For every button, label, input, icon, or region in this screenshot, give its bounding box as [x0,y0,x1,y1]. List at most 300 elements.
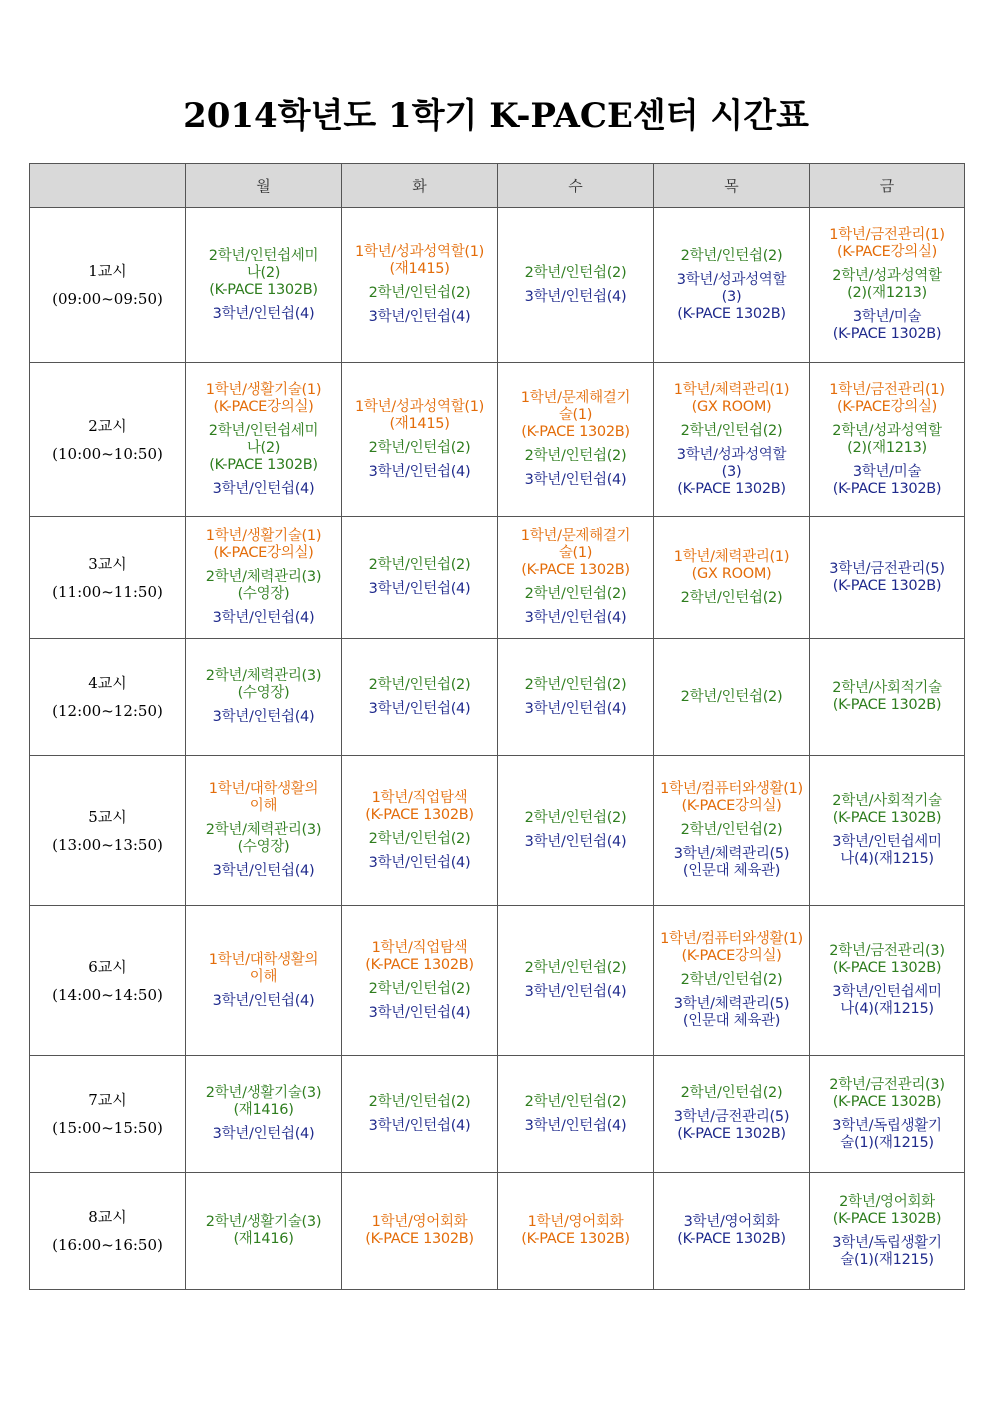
class-entry-line: 2학년/사회적기술 [832,680,942,696]
period-label: 4교시 [88,674,127,692]
class-entry [656,590,807,607]
class-entry-line: 1학년/대학생활의 [208,951,319,968]
class-entry [500,472,651,489]
class-entry-line: (K-PACE강의실) [836,244,938,260]
class-entry [344,701,495,718]
class-entry-line: (K-PACE 1302B) [832,960,942,976]
class-entry-line: (K-PACE 1302B) [521,424,630,440]
class-entry [344,677,495,694]
day-header: 월 [186,164,342,208]
period-time: (12:00~12:50) [52,702,163,720]
class-cell [186,1173,342,1290]
class-entry-line: 1학년/성과성역할(1) [354,398,485,415]
class-entry-line: 나(4)(재1215) [840,1001,934,1017]
class-entry-line: (K-PACE 1302B) [521,562,630,578]
class-entry-line: 나(2) [246,439,281,456]
class-entry [656,549,807,583]
class-entry-line: (K-PACE 1302B) [832,810,942,826]
class-entry-line: (K-PACE 1302B) [677,1126,786,1142]
class-entry [812,1118,962,1152]
class-entry-line: 3학년/인턴쉽(4) [212,305,315,322]
class-entry-line: 3학년/인턴쉽(4) [212,610,315,626]
class-entry [344,309,495,326]
period-cell [30,756,186,906]
class-entry-line: 1학년/컴퓨터와생활(1) [660,931,803,947]
class-entry-line: 2학년/인턴쉽(2) [368,557,471,573]
period-label: 8교시 [88,1208,127,1226]
class-entry-line: (K-PACE 1302B) [677,1231,786,1247]
class-entry-line: 3학년/인턴쉽(4) [212,1126,315,1142]
class-entry-line: 1학년/문제해결기 [520,528,631,544]
class-entry [344,831,495,848]
class-cell [186,756,342,906]
page-title: 2014학년도 1학기 K-PACE센터 시간표 [183,96,809,136]
class-cell [186,1056,342,1173]
class-cell [654,639,810,756]
class-entry [500,960,651,977]
class-entry-line: 술(1)(재1215) [840,1251,934,1268]
period-cell [30,1173,186,1290]
class-entry-line: (K-PACE 1302B) [832,697,942,713]
class-entry [188,952,339,986]
class-entry-line: 3학년/영어회화 [683,1214,780,1230]
class-entry-line: 3학년/미술 [852,309,922,325]
class-cell [342,363,498,517]
period-row [30,363,965,517]
class-entry [812,943,962,977]
class-entry-line: 2학년/인턴쉽(2) [524,448,627,464]
class-entry-line: 3학년/인턴쉽(4) [524,472,627,488]
class-entry-line: 3학년/인턴쉽(4) [524,610,627,626]
class-entry [188,1214,339,1248]
class-entry [812,227,962,261]
class-entry [500,265,651,282]
period-time: (16:00~16:50) [52,1236,163,1254]
class-entry-line: 3학년/인턴쉽세미 [832,984,942,1000]
class-entry [188,781,339,815]
class-entry-line: 3학년/인턴쉽(4) [368,1004,471,1021]
class-entry-line: (K-PACE강의실) [836,398,938,415]
class-entry [344,581,495,598]
period-row [30,517,965,639]
class-entry [344,285,495,302]
class-entry-line: (GX ROOM) [691,565,772,582]
period-time: (09:00~09:50) [52,290,163,308]
class-entry-line: (K-PACE 1302B) [365,1231,474,1247]
period-label: 2교시 [88,416,127,435]
class-entry [812,382,962,416]
class-entry-line: 나(2) [246,264,281,281]
class-entry-line: (K-PACE 1302B) [521,1231,630,1247]
class-entry-line: 술(1)(재1215) [840,1134,934,1151]
class-entry-line: 2학년/체력관리(3) [205,569,322,585]
class-cell [342,756,498,906]
class-entry [812,1077,962,1111]
class-cell [498,517,654,639]
class-entry [656,972,807,989]
class-cell [654,517,810,639]
class-entry-line: (재1416) [233,1102,294,1118]
class-entry [812,464,962,498]
class-entry [188,306,339,323]
period-row [30,756,965,906]
class-entry [656,248,807,265]
period-label: 3교시 [88,554,127,573]
class-entry-line: (K-PACE 1302B) [832,1093,942,1110]
class-cell [342,639,498,756]
period-time: (14:00~14:50) [52,985,163,1004]
class-entry [188,822,339,856]
class-entry [812,680,962,714]
class-entry-line: (3) [721,288,742,305]
class-entry [188,610,339,627]
class-entry-line: 3학년/인턴쉽(4) [524,984,627,1000]
period-time: (13:00~13:50) [52,835,163,854]
class-entry [500,984,651,1001]
class-cell [654,756,810,906]
class-entry [500,390,651,441]
period-cell [30,1056,186,1173]
class-entry-line: (K-PACE 1302B) [365,956,474,973]
class-entry [812,561,962,595]
class-entry-line: 3학년/인턴쉽(4) [524,288,627,305]
header-row [30,164,965,208]
class-entry [812,834,962,868]
class-cell [654,906,810,1056]
class-entry-line: 1학년/체력관리(1) [673,381,790,398]
class-entry-line: (K-PACE강의실) [681,948,782,964]
class-entry [500,1094,651,1111]
class-entry-line: 1학년/생활기술(1) [205,528,322,544]
class-cell [810,756,965,906]
class-entry-line: 1학년/체력관리(1) [673,548,790,565]
class-entry-line: 3학년/인턴쉽(4) [368,854,471,871]
class-entry [500,834,651,851]
class-entry [812,984,962,1018]
class-entry [344,855,495,872]
class-cell [186,906,342,1056]
class-entry-line: (K-PACE 1302B) [365,806,474,823]
class-entry-line: 이해 [249,968,278,985]
class-entry [500,677,651,694]
class-entry [188,481,339,498]
class-entry-line: 3학년/금전관리(5) [673,1109,790,1125]
class-entry-line: (K-PACE 1302B) [209,456,318,473]
class-entry-line: (K-PACE 1302B) [677,480,786,497]
class-entry-line: 2학년/체력관리(3) [205,822,322,838]
class-entry-line: (K-PACE강의실) [213,545,314,561]
class-entry [188,423,339,474]
class-entry-line: 술(1) [558,407,593,423]
class-entry-line: 3학년/인턴쉽(4) [368,463,471,480]
class-entry-line: 2학년/성과성역할 [832,422,942,439]
period-row [30,906,965,1056]
class-entry [344,1005,495,1022]
class-entry [500,289,651,306]
class-entry [188,709,339,726]
class-entry-line: 2학년/생활기술(3) [205,1085,322,1101]
class-entry-line: 2학년/성과성역할 [832,268,942,284]
class-cell [654,363,810,517]
class-entry-line: (재1415) [389,261,450,277]
class-entry-line: 3학년/인턴쉽(4) [212,480,315,497]
class-entry-line: 2학년/인턴쉽세미 [208,247,319,264]
class-entry-line: (K-PACE 1302B) [209,281,318,298]
class-cell [810,363,965,517]
class-entry-line: 2학년/인턴쉽(2) [368,676,471,693]
class-cell [186,363,342,517]
class-entry [656,1085,807,1102]
period-row [30,1173,965,1290]
class-entry-line: 2학년/인턴쉽(2) [524,810,627,826]
day-header: 화 [342,164,498,208]
period-cell [30,906,186,1056]
class-entry-line: (재1415) [389,415,450,432]
class-cell [654,208,810,363]
class-entry [656,822,807,839]
class-entry-line: 2학년/생활기술(3) [205,1214,322,1230]
class-entry-line: (2)(재1213) [847,439,927,456]
class-entry-line: 3학년/인턴쉽(4) [212,992,315,1009]
class-entry [656,382,807,416]
class-entry [188,382,339,416]
class-entry-line: 3학년/인턴쉽(4) [524,834,627,850]
period-label: 1교시 [88,262,127,280]
class-entry [812,268,962,302]
class-entry [188,863,339,880]
class-entry [344,464,495,481]
class-entry-line: 2학년/사회적기술 [832,793,942,809]
class-entry [344,790,495,824]
class-entry [188,1126,339,1143]
class-entry [812,1235,962,1269]
class-cell [342,906,498,1056]
class-entry-line: 1학년/대학생활의 [208,781,319,797]
period-time: (11:00~11:50) [52,582,163,601]
class-entry-line: 2학년/인턴쉽(2) [524,586,627,602]
class-entry-line: 3학년/인턴쉽세미 [832,834,942,850]
class-entry-line: 3학년/인턴쉽(4) [368,309,471,325]
class-entry-line: (수영장) [237,839,290,855]
class-cell [498,639,654,756]
class-entry-line: 2학년/금전관리(3) [829,1076,945,1093]
class-entry-line: 1학년/영어회화 [527,1214,624,1230]
class-entry-line: (K-PACE 1302B) [832,1210,942,1227]
class-entry-line: (재1416) [233,1231,294,1247]
class-entry-line: 2학년/인턴쉽(2) [680,822,783,838]
class-entry-line: 3학년/인턴쉽(4) [212,709,315,725]
class-entry [656,1214,807,1248]
class-entry-line: 3학년/미술 [852,463,922,480]
class-entry-line: 3학년/독립생활기 [832,1117,942,1134]
class-entry-line: 2학년/금전관리(3) [829,943,945,959]
class-entry [500,610,651,627]
period-cell [30,639,186,756]
class-entry [344,557,495,574]
class-cell [186,517,342,639]
class-entry [188,993,339,1010]
class-entry-line: (K-PACE강의실) [213,398,314,415]
class-entry [500,586,651,603]
class-cell [342,1173,498,1290]
timetable [29,163,965,1290]
class-entry [656,846,807,880]
class-entry-line: 2학년/인턴쉽(2) [524,676,627,693]
period-row [30,1056,965,1173]
period-label: 7교시 [88,1091,127,1109]
class-cell [810,906,965,1056]
class-entry [344,244,495,278]
class-entry [344,981,495,998]
class-entry [812,1194,962,1228]
class-entry-line: 2학년/인턴쉽(2) [524,264,627,281]
class-entry [812,423,962,457]
class-entry-line: (수영장) [237,586,290,602]
class-cell [498,1173,654,1290]
class-entry [656,996,807,1030]
class-entry-line: 1학년/문제해결기 [520,390,631,406]
class-entry-line: 2학년/인턴쉽(2) [524,1093,627,1110]
class-entry [500,1214,651,1248]
period-label: 5교시 [88,807,127,826]
class-entry-line: (K-PACE 1302B) [832,480,942,497]
class-entry-line: 1학년/성과성역할(1) [354,244,485,260]
class-entry-line: 2학년/체력관리(3) [205,668,322,684]
class-entry-line: 술(1) [558,545,593,561]
class-cell [498,1056,654,1173]
class-cell [810,517,965,639]
class-entry-line: (2)(재1213) [847,285,927,301]
class-entry-line: (K-PACE강의실) [681,798,782,814]
class-cell [810,1056,965,1173]
period-time: (15:00~15:50) [52,1119,163,1137]
class-entry [188,668,339,702]
class-entry-line: (K-PACE 1302B) [832,326,942,342]
class-entry-line: 3학년/독립생활기 [832,1234,942,1251]
class-entry [812,793,962,827]
corner-cell [30,164,186,208]
class-cell [498,906,654,1056]
day-header: 금 [810,164,965,208]
day-header: 수 [498,164,654,208]
class-entry-line: 3학년/성과성역할 [676,271,787,288]
class-entry-line: 1학년/직업탐색 [371,789,468,806]
period-time: (10:00~10:50) [52,444,163,463]
class-entry-line: 1학년/영어회화 [371,1214,468,1230]
class-entry-line: (수영장) [237,685,290,701]
class-entry-line: 2학년/인턴쉽(2) [680,247,783,264]
class-entry [344,940,495,974]
class-entry-line: 3학년/인턴쉽(4) [368,700,471,717]
class-entry-line: 2학년/인턴쉽(2) [680,422,783,439]
class-entry [656,447,807,498]
class-entry [500,448,651,465]
class-entry-line: 이해 [249,798,278,814]
class-entry-line: 2학년/인턴쉽(2) [680,1085,783,1101]
period-label: 6교시 [88,957,127,976]
class-entry [656,931,807,965]
class-entry-line: 1학년/직업탐색 [371,939,468,956]
class-entry-line: 3학년/인턴쉽(4) [368,1117,471,1134]
class-entry-line: 2학년/인턴쉽(2) [680,972,783,988]
class-cell [498,363,654,517]
class-entry-line: 2학년/인턴쉽(2) [680,688,783,705]
class-cell [342,1056,498,1173]
class-entry-line: 2학년/인턴쉽(2) [368,439,471,456]
class-entry [656,272,807,323]
class-cell [810,639,965,756]
class-entry-line: (K-PACE 1302B) [677,305,786,322]
class-entry-line: 3학년/금전관리(5) [829,560,945,577]
class-entry-line: 3학년/체력관리(5) [673,996,790,1012]
class-entry [344,1214,495,1248]
class-entry-line: (인문대 체육관) [682,863,781,879]
class-entry-line: (K-PACE 1302B) [832,577,942,594]
class-entry-line: (GX ROOM) [691,398,772,415]
class-entry-line: 3학년/인턴쉽(4) [524,700,627,717]
class-entry-line: 2학년/인턴쉽세미 [208,422,319,439]
class-cell [654,1173,810,1290]
class-cell [498,756,654,906]
class-entry [656,781,807,815]
period-cell [30,517,186,639]
class-entry [500,701,651,718]
class-entry [656,423,807,440]
period-row [30,208,965,363]
day-header: 목 [654,164,810,208]
period-row [30,639,965,756]
class-cell [186,208,342,363]
class-entry-line: 2학년/인턴쉽(2) [368,285,471,301]
class-cell [810,1173,965,1290]
class-entry-line: 1학년/컴퓨터와생활(1) [660,781,803,797]
class-entry [188,528,339,562]
class-cell [654,1056,810,1173]
class-entry-line: 1학년/금전관리(1) [829,381,945,398]
class-cell [810,208,965,363]
period-cell [30,363,186,517]
class-entry-line: (인문대 체육관) [682,1013,781,1029]
class-entry-line: 1학년/금전관리(1) [829,227,945,243]
class-entry [344,440,495,457]
period-cell [30,208,186,363]
class-cell [498,208,654,363]
class-entry [188,1085,339,1119]
class-entry-line: 3학년/인턴쉽(4) [212,863,315,879]
class-entry [344,399,495,433]
class-entry [812,309,962,343]
class-cell [342,517,498,639]
class-entry-line: 3학년/성과성역할 [676,446,787,463]
class-entry [500,528,651,579]
class-entry [344,1118,495,1135]
class-entry-line: 2학년/영어회화 [839,1193,935,1210]
class-entry [656,689,807,706]
class-cell [186,639,342,756]
class-entry-line: 3학년/인턴쉽(4) [524,1117,627,1134]
class-entry-line: 2학년/인턴쉽(2) [368,1093,471,1110]
class-entry-line: 2학년/인턴쉽(2) [680,589,783,606]
class-entry [188,248,339,299]
class-entry-line: 1학년/생활기술(1) [205,381,322,398]
class-entry-line: 3학년/인턴쉽(4) [368,581,471,597]
class-cell [342,208,498,363]
class-entry-line: 2학년/인턴쉽(2) [368,980,471,997]
class-entry [500,1118,651,1135]
class-entry [500,810,651,827]
class-entry-line: 2학년/인턴쉽(2) [368,830,471,847]
class-entry-line: 나(4)(재1215) [840,851,934,867]
